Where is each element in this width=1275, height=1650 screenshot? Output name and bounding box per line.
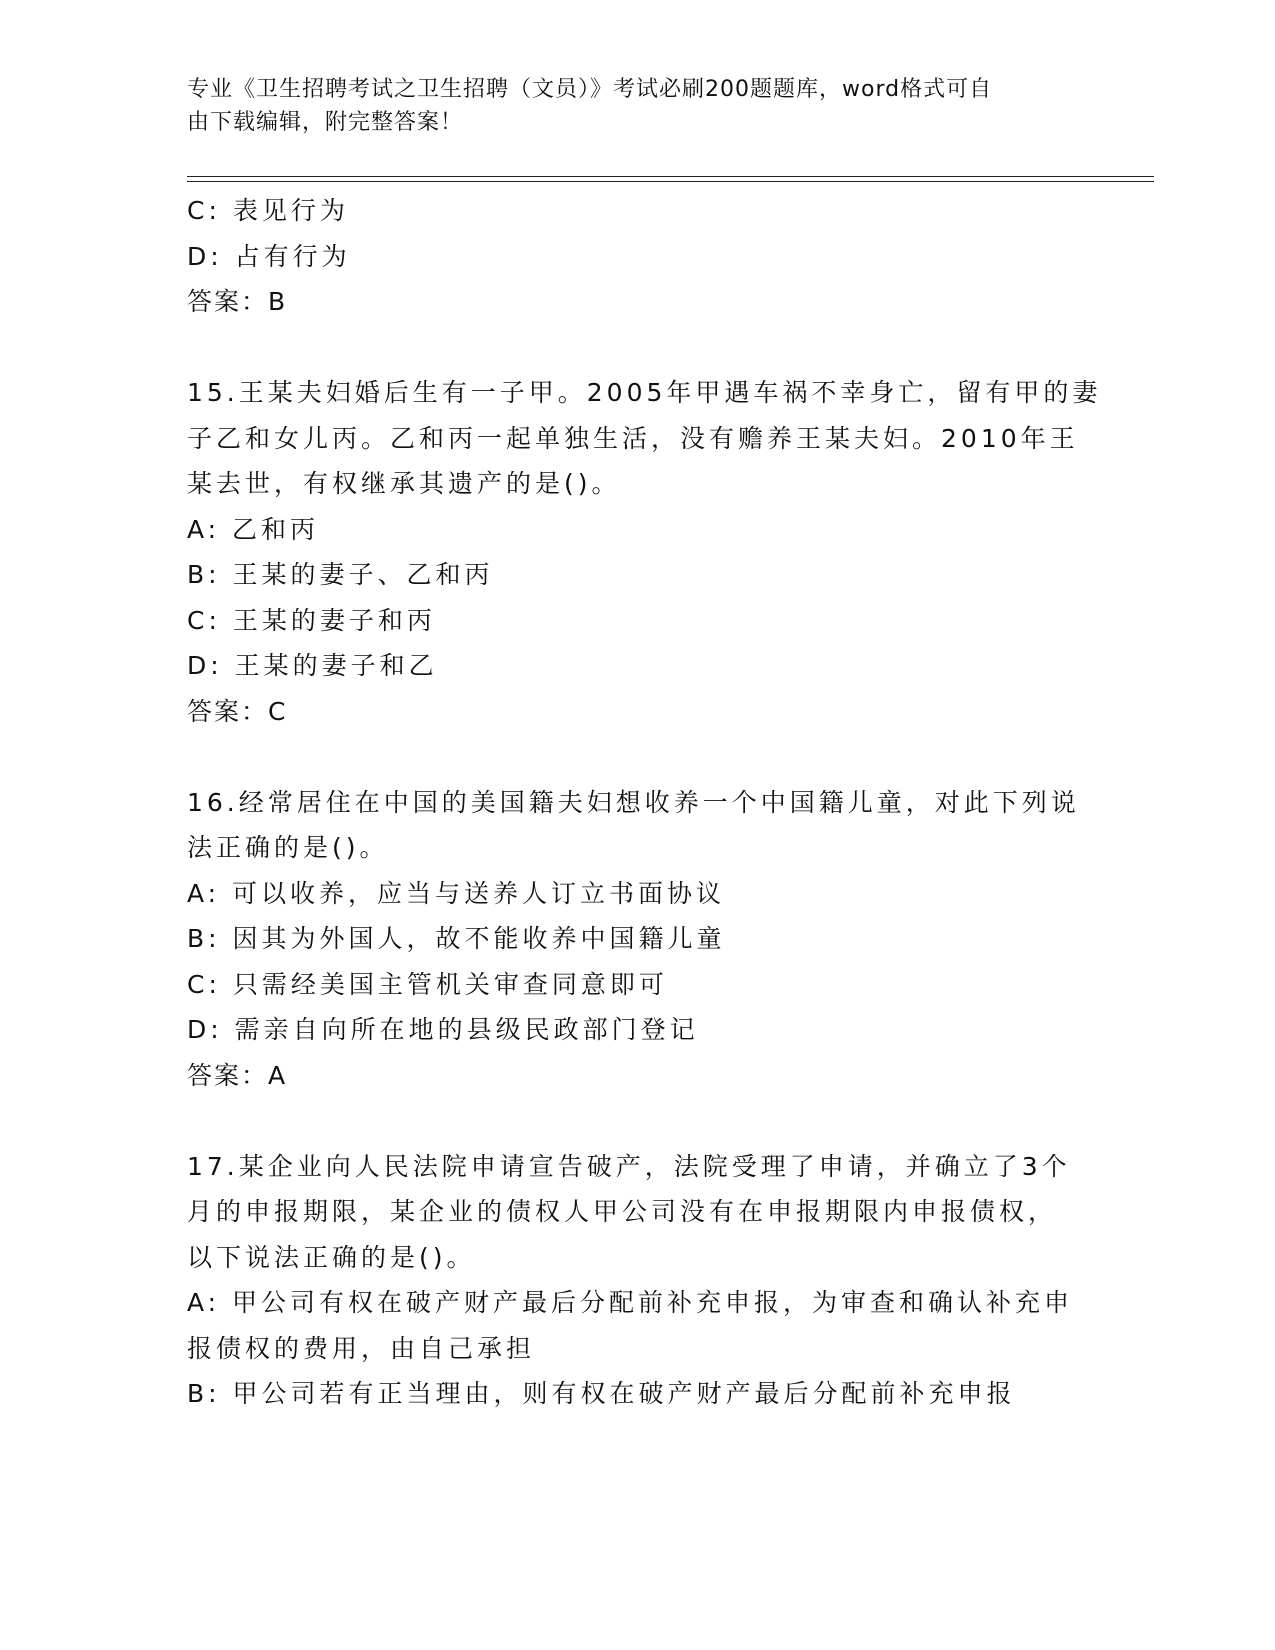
option-a-continued: 报债权的费用，由自己承担 [187,1333,536,1363]
option-a: A: 甲公司有权在破产财产最后分配前补充申报，为审查和确认补充申 [187,1288,1074,1317]
header-rule-top [187,176,1154,177]
page-header [187,73,1087,139]
spacer [187,325,1087,371]
option-c: C: 表见行为 [187,196,349,225]
spacer [187,1098,1087,1144]
option-d: D: 王某的妻子和乙 [187,651,438,680]
option-b: B: 甲公司若有正当理由，则有权在破产财产最后分配前补充申报 [187,1379,1016,1408]
option-c: C: 王某的妻子和丙 [187,605,436,635]
header-line-1: 专业《卫生招聘考试之卫生招聘（文员）》考试必刷200题题库，word格式可自 [187,77,993,102]
answer-line: 答案：A [187,1060,288,1090]
question-text-line: 以下说法正确的是()。 [187,1242,476,1272]
question-text-line: 某去世，有权继承其遗产的是()。 [187,469,621,498]
option-d: D: 占有行为 [187,241,351,271]
question-text-line: 16.经常居住在中国的美国籍夫妇想收养一个中国籍儿童，对此下列说 [187,787,1080,817]
option-a: A: 乙和丙 [187,514,320,544]
option-d: D: 需亲自向所在地的县级民政部门登记 [187,1015,699,1044]
question-text-line: 子乙和女儿丙。乙和丙一起单独生活，没有赡养王某夫妇。2010年王 [187,423,1079,453]
question-text-line: 法正确的是()。 [187,833,389,862]
question-text-line: 月的申报期限，某企业的债权人甲公司没有在申报期限内申报债权， [187,1197,1058,1226]
option-c: C: 只需经美国主管机关审查同意即可 [187,969,668,999]
option-a: A: 可以收养，应当与送养人订立书面协议 [187,878,726,908]
answer-line: 答案：B [187,287,288,316]
question-text-line: 15.王某夫妇婚后生有一子甲。2005年甲遇车祸不幸身亡，留有甲的妻 [187,378,1102,407]
header-rule-bottom [187,181,1154,182]
option-b: B: 王某的妻子、乙和丙 [187,560,494,589]
question-text-line: 17.某企业向人民法院申请宣告破产，法院受理了申请，并确立了3个 [187,1151,1071,1181]
question-15 [187,370,1102,734]
header-line-2: 由下载编辑，附完整答案！ [187,110,464,135]
document-body [187,188,1102,1417]
question-16 [187,780,1087,1099]
option-b: B: 因其为外国人，故不能收养中国籍儿童 [187,924,726,953]
question-17 [187,1144,1087,1417]
answer-line: 答案：C [187,696,288,726]
spacer [187,734,1087,780]
